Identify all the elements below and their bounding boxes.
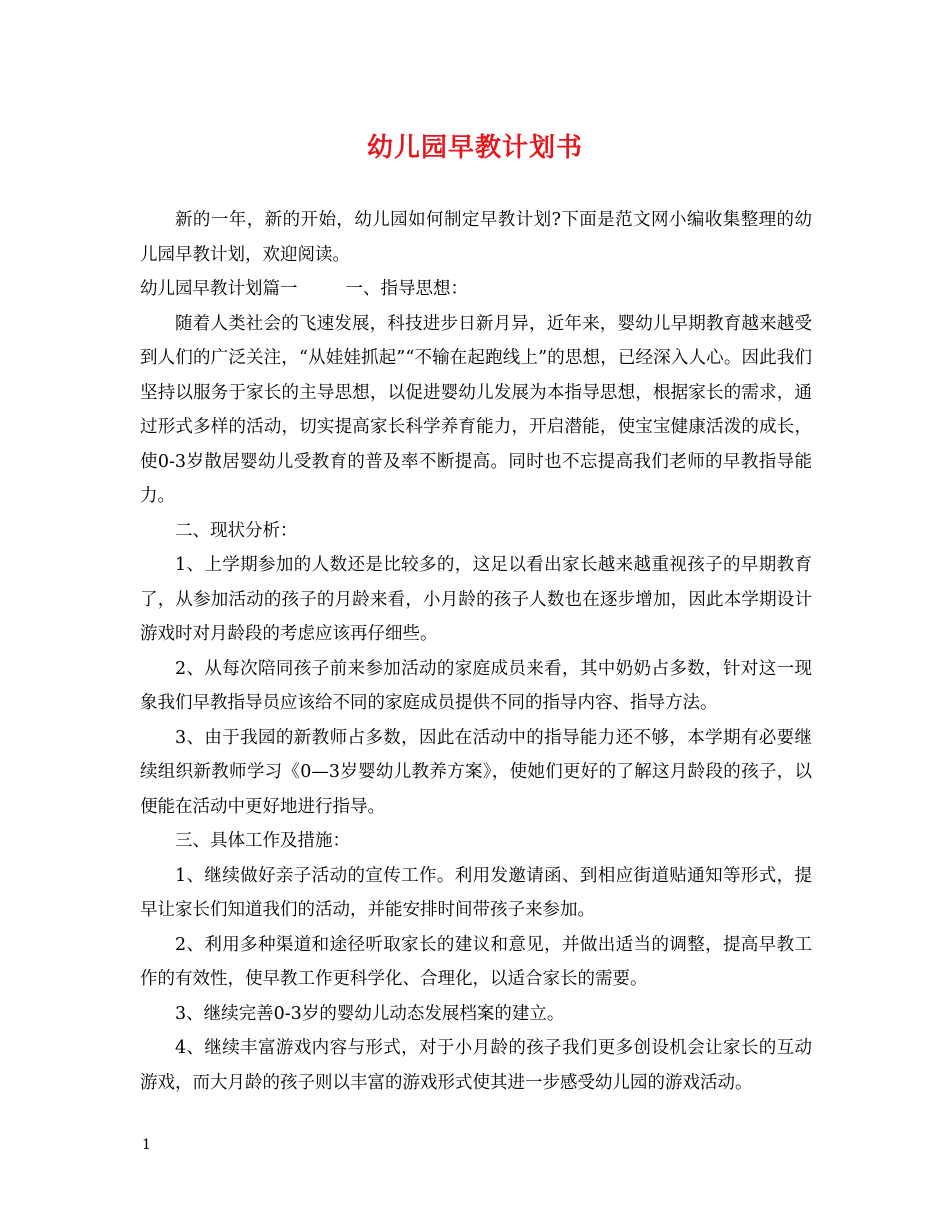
- section2-item-1: 1、上学期参加的人数还是比较多的，这足以看出家长越来越重视孩子的早期教育了，从参加活动的孩子的月龄来看，小月龄的孩子人数也在逐步增加，因此本学期设计游戏时对月龄段的考虑应该再仔细些。: [140, 555, 812, 644]
- section3-heading: 三、具体工作及措施：: [175, 831, 350, 851]
- section3-item-1: 1、继续做好亲子活动的宣传工作。利用发邀请函、到相应街道贴通知等形式，提早让家长们知道我们的活动，并能安排时间带孩子来参加。: [140, 865, 812, 920]
- section3-item-4: 4、继续丰富游戏内容与形式，对于小月龄的孩子我们更多创设机会让家长的互动游戏，而大月龄的孩子则以丰富的游戏形式使其进一步感受幼儿园的游戏活动。: [140, 1038, 812, 1093]
- section1-paragraph: 随着人类社会的飞速发展，科技进步日新月异，近年来，婴幼儿早期教育越来越受到人们的广泛关注，“从娃娃抓起”“不输在起跑线上”的思想，已经深入人心。因此我们坚持以服务于家长的主导思想，以促进婴幼儿发展为本指导思想，根据家长的需求，通过形式多样的活动，切实提高家长科学养育能力，开启潜能，使宝宝健康活泼的成长，使0-3岁散居婴幼儿受教育的普及率不断提高。同时也不忘提高我们老师的早教指导能力。: [140, 313, 812, 506]
- part-heading-line: [140, 272, 812, 307]
- document-title: 幼儿园早教计划书: [366, 133, 583, 163]
- intro-paragraph: 新的一年，新的开始，幼儿园如何制定早教计划?下面是范文网小编收集整理的幼儿园早教计划，欢迎阅读。: [140, 210, 812, 265]
- page-number: 1: [142, 1137, 151, 1153]
- section2-item-3: 3、由于我园的新教师占多数，因此在活动中的指导能力还不够，本学期有必要继续组织新教师学习《0—3岁婴幼儿教养方案》，使她们更好的了解这月龄段的孩子，以便能在活动中更好地进行指导。: [140, 727, 812, 817]
- section1-heading: 一、指导思想：: [345, 279, 468, 299]
- document-body: [140, 203, 812, 1100]
- section2-item-2: 2、从每次陪同孩子前来参加活动的家庭成员来看，其中奶奶占多数，针对这一现象我们早教指导员应该给不同的家庭成员提供不同的指导内容、指导方法。: [140, 658, 812, 713]
- section2-heading: 二、现状分析：: [175, 520, 298, 541]
- section3-item-3: 3、继续完善0-3岁的婴幼儿动态发展档案的建立。: [175, 1003, 565, 1024]
- part-label: 幼儿园早教计划篇一: [140, 279, 298, 299]
- section3-item-2: 2、利用多种渠道和途径听取家长的建议和意见，并做出适当的调整，提高早教工作的有效性，使早教工作更科学化、合理化，以适合家长的需要。: [140, 934, 812, 989]
